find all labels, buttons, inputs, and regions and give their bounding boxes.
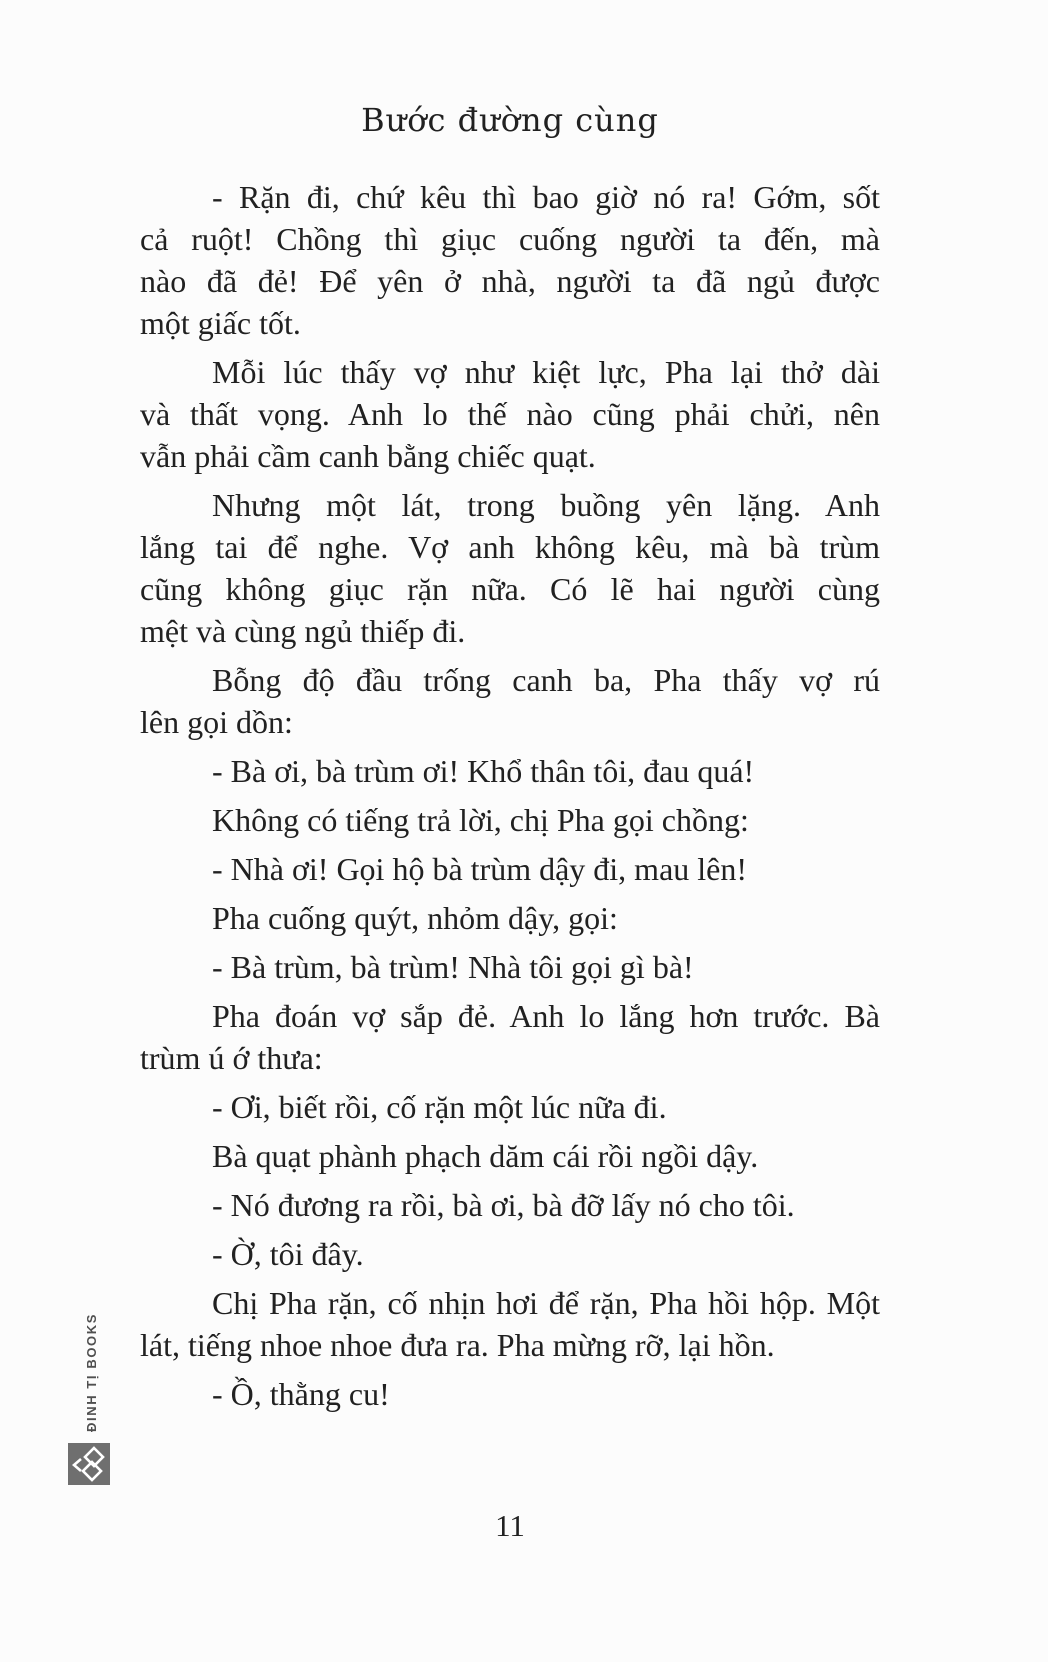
text-line: một giấc tốt. (140, 305, 301, 341)
text-line: lên gọi dồn: (140, 704, 293, 740)
paragraph (140, 1086, 880, 1128)
paragraph (140, 351, 880, 477)
paragraph (140, 799, 880, 841)
paragraph (140, 176, 880, 344)
text-line: Bỗng độ đầu trống canh ba, Pha thấy vợ rú (212, 662, 880, 698)
page-number: 11 (495, 1508, 525, 1543)
text-line: - Ồ, thằng cu! (212, 1376, 390, 1412)
publisher-name: ĐINH TỊ BOOKS (84, 1312, 99, 1432)
text-line: nào đã đẻ! Để yên ở nhà, người ta đã ngủ được (140, 263, 880, 299)
paragraph (140, 897, 880, 939)
text-line: Mỗi lúc thấy vợ như kiệt lực, Pha lại thở dài (212, 354, 880, 390)
paragraph (140, 1184, 880, 1226)
text-line: - Nhà ơi! Gọi hộ bà trùm dậy đi, mau lên! (212, 851, 748, 887)
paragraph (140, 1233, 880, 1275)
text-line: trùm ú ớ thưa: (140, 1040, 323, 1076)
paragraph (140, 1135, 880, 1177)
text-line: Pha cuống quýt, nhỏm dậy, gọi: (212, 900, 618, 936)
text-line: - Rặn đi, chứ kêu thì bao giờ nó ra! Gớm, sốt (212, 179, 880, 215)
paragraph (140, 995, 880, 1079)
text-line: Không có tiếng trả lời, chị Pha gọi chồng: (212, 802, 749, 838)
text-line: Bà quạt phành phạch dăm cái rồi ngồi dậy. (212, 1138, 759, 1174)
text-line: - Ơi, biết rồi, cố rặn một lúc nữa đi. (212, 1089, 667, 1125)
body-text (140, 176, 880, 1422)
paragraph (140, 659, 880, 743)
text-line: lắng tai để nghe. Vợ anh không kêu, mà bà trùm (140, 529, 880, 565)
text-line: Nhưng một lát, trong buồng yên lặng. Anh (212, 487, 880, 523)
text-line: - Ờ, tôi đây. (212, 1236, 364, 1272)
text-line: vẫn phải cầm canh bằng chiếc quạt. (140, 438, 596, 474)
text-line: - Bà trùm, bà trùm! Nhà tôi gọi gì bà! (212, 949, 694, 985)
text-line: Pha đoán vợ sắp đẻ. Anh lo lắng hơn trước. Bà (212, 998, 880, 1034)
paragraph (140, 1373, 880, 1415)
paragraph (140, 946, 880, 988)
text-line: và thất vọng. Anh lo thế nào cũng phải chửi, nên (140, 396, 880, 432)
interlocked-diamonds-icon (68, 1443, 110, 1485)
paragraph (140, 848, 880, 890)
text-line: lát, tiếng nhoe nhoe đưa ra. Pha mừng rỡ, lại hồn. (140, 1327, 775, 1363)
text-line: cũng không giục rặn nữa. Có lẽ hai người cùng (140, 571, 880, 607)
text-line: cả ruột! Chồng thì giục cuống người ta đến, mà (140, 221, 880, 257)
text-line: Chị Pha rặn, cố nhịn hơi để rặn, Pha hồi hộp. Một (212, 1285, 880, 1321)
paragraph (140, 484, 880, 652)
paragraph (140, 750, 880, 792)
page-title: Bước đường cùng (361, 101, 659, 139)
paragraph (140, 1282, 880, 1366)
text-line: - Nó đương ra rồi, bà ơi, bà đỡ lấy nó cho tôi. (212, 1187, 795, 1223)
publisher-logo (68, 1443, 110, 1485)
text-line: mệt và cùng ngủ thiếp đi. (140, 613, 466, 649)
text-line: - Bà ơi, bà trùm ơi! Khổ thân tôi, đau quá! (212, 753, 755, 789)
